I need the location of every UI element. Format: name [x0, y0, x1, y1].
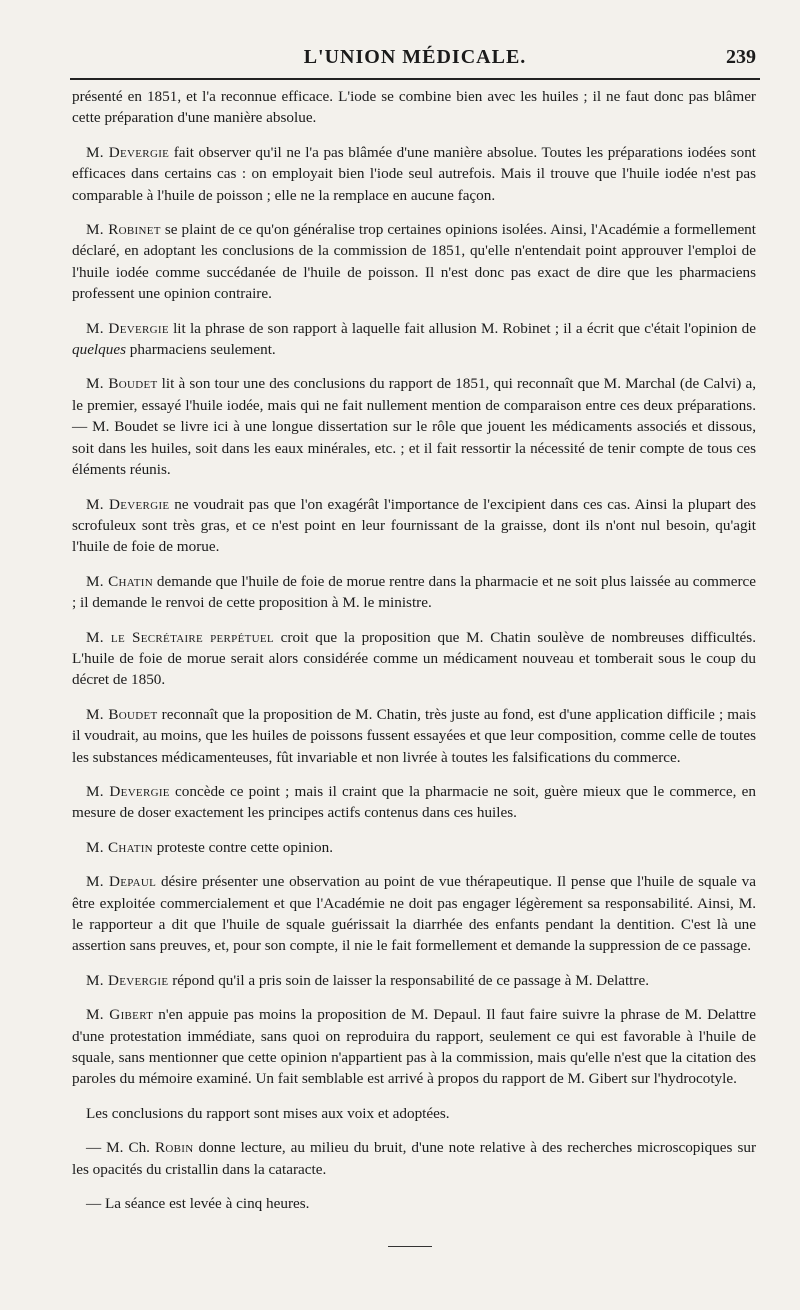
- paragraph-text: présenté en 1851, et l'a reconnue efficace. L'iode se combine bien avec les huiles ; il ne faut donc pas blâmer cette préparation d'une manière absolue.: [72, 88, 756, 127]
- speaker-name: M. Boudet: [86, 375, 158, 393]
- paragraph-text: fait observer qu'il ne l'a pas blâmée d'une manière absolue. Toutes les préparations iodées sont efficaces dans certains cas : on employait bien l'iode seul autrefois. Mais il trouve que l'huile iodée n'est pas comparable à l'huile de poisson ; elle ne la remplace en aucune façon.: [72, 143, 757, 204]
- paragraph: [72, 970, 756, 991]
- paragraph-text-after: pharmaciens seulement.: [126, 341, 276, 359]
- speaker-name: M. Devergie: [86, 495, 170, 513]
- paragraph-text: proteste contre cette opinion.: [152, 838, 334, 856]
- paragraph-text: croit que la proposition que M. Chatin soulève de nombreuses difficultés. L'huile de foie de morue serait alors considérée comme un médicament nouveau et tomberait sous le coup du décret de 1850.: [72, 628, 756, 689]
- speaker-name: M. Depaul: [86, 873, 157, 891]
- paragraph-text: reconnaît que la proposition de M. Chatin, très juste au fond, est d'une application difficile ; mais il voudrait, au moins, que les huiles de poissons fussent essayées et que leur composition, comme celle de toutes les substances médicamenteuses, fût invariable et non livrée à toutes les falsifications du commerce.: [72, 705, 756, 766]
- paragraph-text: — M. Ch.: [86, 1139, 155, 1157]
- speaker-name: M. Devergie: [86, 971, 169, 989]
- speaker-name: M. Devergie: [86, 319, 169, 337]
- paragraph: [72, 1103, 756, 1124]
- paragraph: [72, 1004, 756, 1090]
- speaker-name: M. le Secrétaire perpétuel: [86, 628, 274, 646]
- paragraph: [72, 318, 756, 361]
- paragraph: [72, 219, 756, 305]
- speaker-name: M. Devergie: [86, 143, 170, 161]
- speaker-name: M. Gibert: [86, 1006, 154, 1024]
- paragraph: [72, 1137, 756, 1180]
- speaker-name: M. Boudet: [86, 705, 158, 723]
- paragraph: [72, 142, 756, 206]
- journal-title: L'UNION MÉDICALE.: [303, 46, 527, 68]
- paragraph-text: ne voudrait pas que l'on exagérât l'importance de l'excipient dans ces cas. Ainsi la plupart des scrofuleux sont très gras, et ce n'est point en leur fournissant de la graisse, dont ils n'ont nul besoin, qu'agit l'huile de foie de morue.: [72, 495, 756, 556]
- paragraph-text: demande que l'huile de foie de morue rentre dans la pharmacie et ne soit plus laissée au commerce ; il demande le renvoi de cette proposition à M. le ministre.: [72, 572, 756, 612]
- paragraph: [72, 704, 756, 768]
- paragraph: [72, 837, 756, 858]
- running-header: [70, 40, 760, 76]
- italic-word: quelques: [72, 341, 126, 359]
- paragraph: [72, 86, 756, 129]
- paragraph: [72, 571, 756, 614]
- paragraph: [72, 373, 756, 480]
- paragraph-text: lit à son tour une des conclusions du rapport de 1851, qui reconnaît que M. Marchal (de Calvi) a, le premier, essayé l'huile iodée, mais qui ne fait nullement mention de comparaison entre ces deux préparations.— M. Boudet se livre ici à une longue dissertation sur le rôle que jouent les médicaments associés et dissous, soit dans les huiles, soit dans les eaux minérales, etc. ; et il fait ressortir la nécessité de tenir compte de tous ces éléments réunis.: [72, 375, 756, 479]
- speaker-name: M. Chatin: [86, 572, 154, 590]
- page-number: 239: [726, 46, 756, 68]
- paragraph-text: lit la phrase de son rapport à laquelle fait allusion M. Robinet ; il a écrit que c'était l'opinion de: [168, 319, 756, 337]
- header-rule: [70, 78, 760, 80]
- paragraph-text: concède ce point ; mais il craint que la pharmacie ne soit, guère mieux que le commerce, en mesure de doser exactement les principes actifs contenus dans ces huiles.: [72, 782, 756, 822]
- speaker-name: Robin: [154, 1139, 194, 1157]
- paragraph-text: n'en appuie pas moins la proposition de M. Depaul. Il faut faire suivre la phrase de M. Delattre d'une protestation immédiate, sans quoi on reproduira du rapport, seulement ce qui est favorable à l'huile de squale, sans mentionner que cette opinion n'appartient pas à la commission, mais qu'elle n'est que la citation des paroles du mémoire examiné. Un fait semblable est arrivé à propos du rapport de M. Gibert sur l'hydrocotyle.: [72, 1006, 756, 1088]
- paragraph: [72, 627, 756, 691]
- speaker-name: M. Devergie: [86, 782, 170, 800]
- paragraph: [72, 1193, 756, 1214]
- speaker-name: M. Chatin: [86, 838, 153, 856]
- paragraph-text: répond qu'il a pris soin de laisser la responsabilité de ce passage à M. Delattre.: [168, 971, 649, 989]
- speaker-name: M. Robinet: [86, 221, 161, 239]
- paragraph-text: se plaint de ce qu'on généralise trop certaines opinions isolées. Ainsi, l'Académie a formellement déclaré, en adoptant les conclusions de la commission de 1851, qu'elle n'entendait point approuver l'emploi de l'huile iodée comme succédanée de l'huile de poisson. Il n'est donc pas exact de dire que les pharmaciens professent une opinion contraire.: [72, 221, 756, 303]
- paragraph: [72, 871, 756, 957]
- paragraph-text: — La séance est levée à cinq heures.: [86, 1195, 310, 1213]
- paragraph: [72, 781, 756, 824]
- paragraph: [72, 494, 756, 558]
- article-body: [72, 86, 756, 1227]
- paragraph-text: désire présenter une observation au point de vue thérapeutique. Il pense que l'huile de squale va être exploitée commercialement et que l'Académie ne doit pas engager légèrement sa responsabilité. Ainsi, M. le rapporteur a dit que l'huile de squale guérissait la diarrhée des enfants pendant la dentition. C'est là une assertion sans preuves, et, pour son compte, il nie le fait formellement et demande la suppression de ce passage.: [72, 873, 756, 955]
- paragraph-text-after: donne lecture, au milieu du bruit, d'une note relative à des recherches microscopiques sur les opacités du cristallin dans la cataracte.: [72, 1139, 757, 1178]
- paragraph-text: Les conclusions du rapport sont mises aux voix et adoptées.: [86, 1104, 450, 1122]
- end-rule: [388, 1246, 432, 1247]
